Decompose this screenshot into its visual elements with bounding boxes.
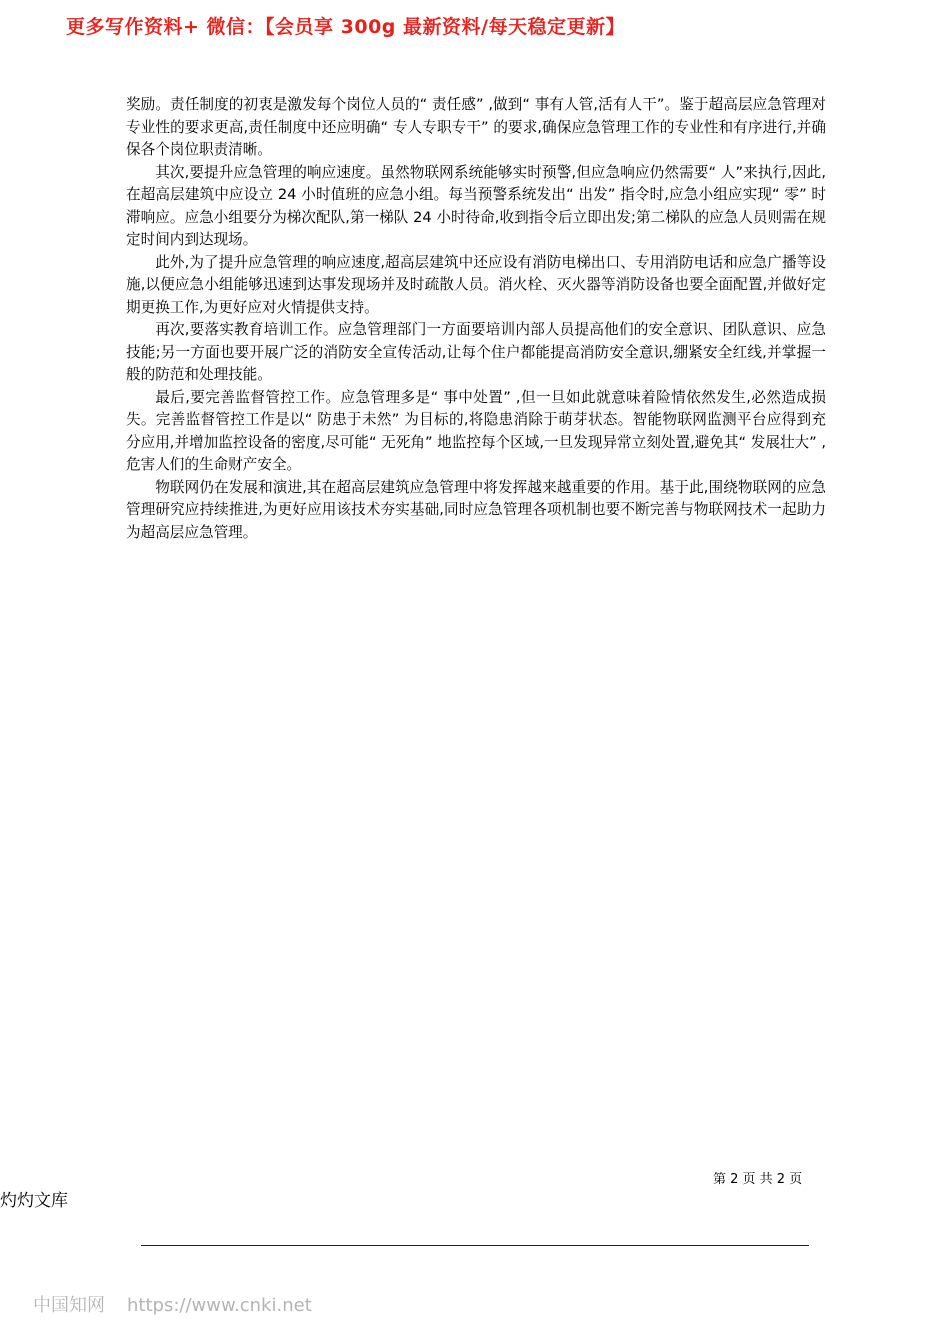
paragraph-1: 奖励。责任制度的初衷是激发每个岗位人员的“ 责任感” ,做到“ 事有人管,活有人干”。鉴于超高层应急管理对专业性的要求更高,责任制度中还应明确“ 专人专职专干” 的要求,确保应急管理工作的专业性和有序进行,并确保各个岗位职责清晰。	[126, 96, 826, 158]
paragraph-4: 再次,要落实教育培训工作。应急管理部门一方面要培训内部人员提高他们的安全意识、团队意识、应急技能;另一方面也要开展广泛的消防安全宣传活动,让每个住户都能提高消防安全意识,绷紧安全红线,并掌握一般的防范和处理技能。	[126, 321, 826, 383]
paragraph-6: 物联网仍在发展和演进,其在超高层建筑应急管理中将发挥越来越重要的作用。基于此,围绕物联网的应急管理研究应持续推进,为更好应用该技术夯实基础,同时应急管理各项机制也要不断完善与物联网技术一起助力为超高层应急管理。	[126, 478, 826, 541]
page-number: 第 2 页 共 2 页	[713, 1172, 803, 1187]
watermark-site: 中国知网	[33, 1295, 105, 1316]
watermark-url: https://www.cnki.net	[127, 1295, 312, 1316]
watermark	[33, 1293, 312, 1319]
document-body	[126, 94, 826, 544]
library-name: 灼灼文库	[0, 1191, 68, 1211]
paragraph-3: 此外,为了提升应急管理的响应速度,超高层建筑中还应设有消防电梯出口、专用消防电话和应急广播等设施,以便应急小组能够迅速到达事发现场并及时疏散人员。消火栓、灭火器等消防设备也要全面配置,并做好定期更换工作,为更好应对火情提供支持。	[126, 253, 826, 316]
footer-divider	[141, 1245, 809, 1246]
promo-banner: 更多写作资料+ 微信：【会员享 300g 最新资料/每天稳定更新】	[66, 16, 625, 38]
paragraph-5: 最后,要完善监督管控工作。应急管理多是“ 事中处置” ,但一旦如此就意味着险情依然发生,必然造成损失。完善监督管控工作是以“ 防患于未然” 为目标的,将隐患消除于萌芽状态。智能物联网监测平台应得到充分应用,并增加监控设备的密度,尽可能“ 无死角” 地监控每个区域,一旦发现异常立刻处置,避免其“ 发展壮大” ,危害人们的生命财产安全。	[126, 388, 826, 473]
paragraph-2: 其次,要提升应急管理的响应速度。虽然物联网系统能够实时预警,但应急响应仍然需要“ 人”来执行,因此,在超高层建筑中应设立 24 小时值班的应急小组。每当预警系统发出“ 出发” 指令时,应急小组应实现“ 零” 时滞响应。应急小组要分为梯次配队,第一梯队 24 小时待命,收到指令后立即出发;第二梯队的应急人员则需在规定时间内到达现场。	[126, 163, 826, 248]
